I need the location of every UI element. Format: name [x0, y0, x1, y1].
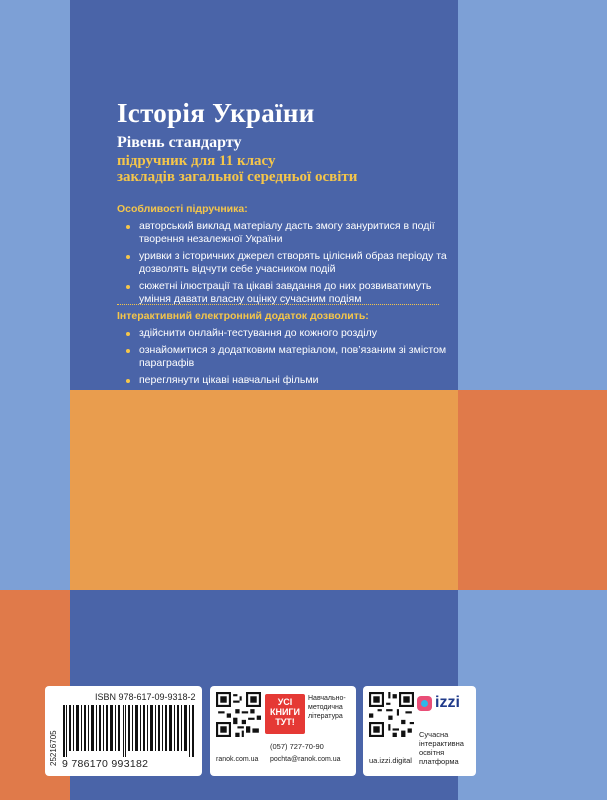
color-block-orange — [70, 390, 458, 590]
publisher-site-link[interactable]: ranok.com.ua — [216, 756, 259, 763]
supplement-item: здійснити онлайн-тестування до кожного розділу — [117, 327, 459, 340]
bullet-icon — [126, 349, 130, 353]
grade-line-2: закладів загальної середньої освіти — [117, 169, 358, 185]
isbn-digits: 9 786170 993182 — [62, 758, 149, 770]
color-block-right-middle — [458, 390, 607, 590]
bullet-icon — [126, 285, 130, 289]
features-section — [117, 203, 459, 310]
publisher-phone: (057) 727-70-90 — [270, 742, 324, 751]
publisher-email-link[interactable]: pochta@ranok.com.ua — [270, 756, 341, 763]
grade-line-1: підручник для 11 класу — [117, 153, 276, 169]
supplement-item: переглянути цікаві навчальні фільми — [117, 374, 459, 387]
book-level: Рівень стандарту — [117, 134, 242, 151]
qr-code-icon[interactable] — [369, 692, 414, 737]
feature-item: сюжетні ілюстрації та цікаві завдання до них розвиватимуть уміння давати власну оцінку сучасним подіям — [117, 280, 459, 306]
izzi-description: Сучасна інтерактивна освітня платформа — [419, 730, 464, 766]
isbn-box — [45, 686, 202, 776]
bullet-icon — [126, 332, 130, 336]
izzi-logo-icon — [417, 696, 432, 711]
bullet-icon — [126, 379, 130, 383]
bullet-icon — [126, 225, 130, 229]
book-title: Історія України — [117, 98, 315, 128]
color-block-left-top — [0, 0, 70, 590]
color-block-right-bottom — [458, 590, 607, 800]
book-grade — [117, 153, 357, 185]
izzi-logo-text: izzi — [435, 694, 460, 711]
izzi-box — [363, 686, 476, 776]
izzi-logo — [417, 694, 472, 714]
publisher-note: Навчально-методична література — [308, 695, 346, 720]
izzi-site-link[interactable]: ua.izzi.digital — [369, 756, 412, 765]
promo-badge: УСІ КНИГИ ТУТ! — [265, 694, 305, 734]
supplement-item: ознайомитися з додатковим матеріалом, пов’язаним зі змістом параграфів — [117, 344, 459, 370]
qr-code-icon[interactable] — [216, 692, 261, 737]
supplement-heading: Інтерактивний електронний додаток дозволить: — [117, 310, 369, 322]
isbn-label: ISBN 978-617-09-9318-2 — [95, 692, 196, 702]
bullet-icon — [126, 255, 130, 259]
section-divider — [117, 304, 439, 306]
publisher-box — [210, 686, 356, 776]
feature-item: авторський виклад матеріалу дасть змогу зануритися в події творення незалежної України — [117, 220, 459, 246]
isbn-side-code: 25216705 — [49, 730, 58, 766]
color-block-right-top — [458, 0, 607, 390]
barcode-icon — [63, 705, 195, 757]
features-heading: Особливості підручника: — [117, 203, 248, 215]
feature-item: уривки з історичних джерел створять цілісний образ періоду та дозволять відчути себе учасником подій — [117, 250, 459, 276]
supplement-section — [117, 310, 459, 391]
